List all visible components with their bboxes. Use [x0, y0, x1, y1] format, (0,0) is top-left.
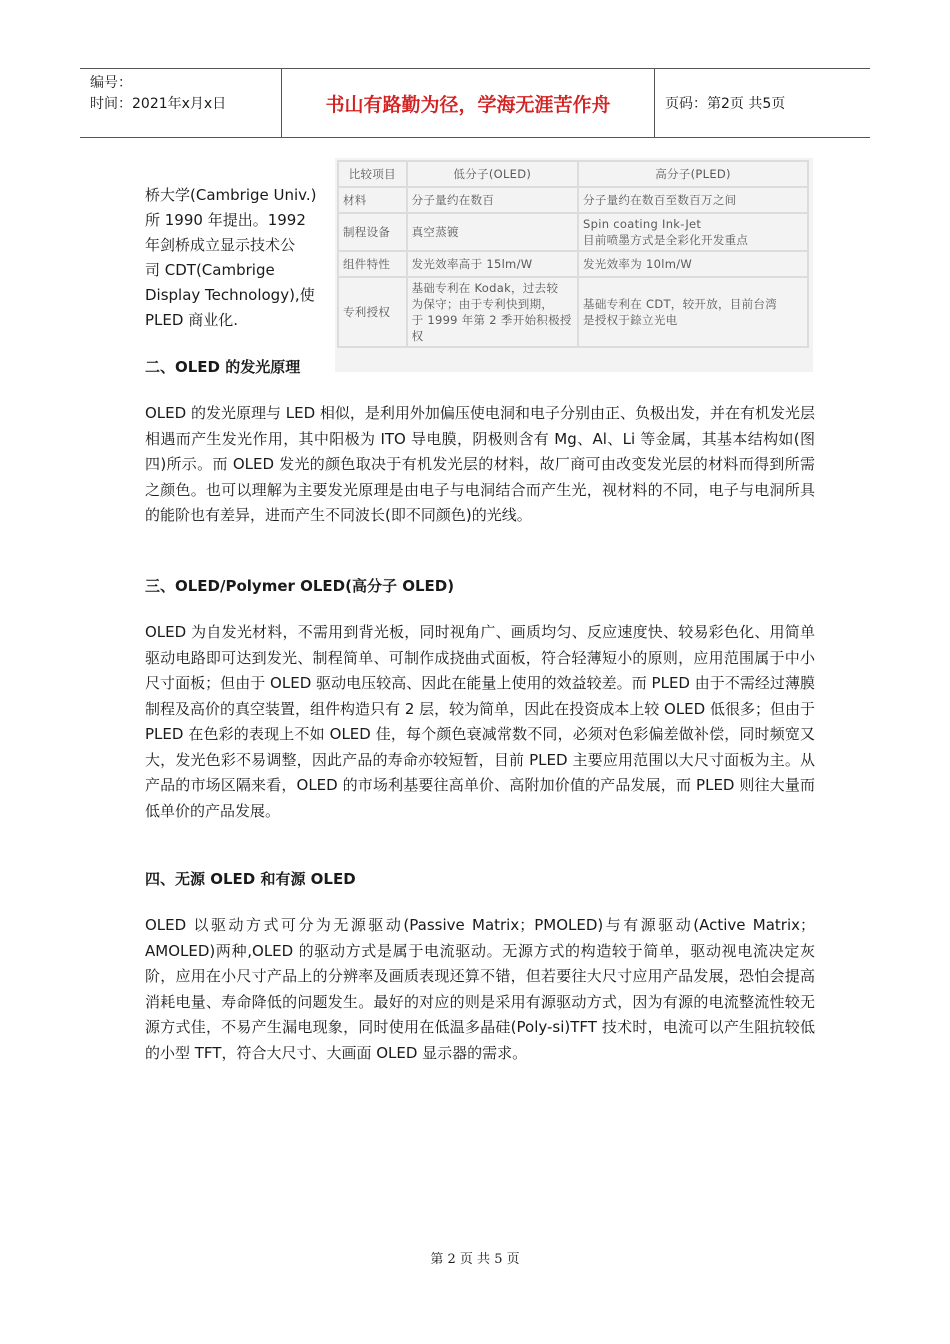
doc-time-label: 时间：2021年x月x日: [90, 96, 227, 112]
table-header-cell: 比较项目: [338, 161, 407, 187]
section-2-heading: 二、OLED 的发光原理: [145, 358, 301, 376]
pled-cell: 发光效率为 10lm/W: [578, 251, 808, 277]
section-4-body: OLED 以驱动方式可分为无源驱动(Passive Matrix；PMOLED)与有源驱动(Active Matrix；AMOLED)两种,OLED 的驱动方式是属于电流驱动。无源方式的构造较于简单，驱动视电流决定灰阶，应用在小尺寸产品上的分辨率及画质表现还算不错，但若要往大尺寸应用产品发展，恐怕会提高消耗电量、寿命降低的问题发生。最好的对应的则是采用有源驱动方式，因为有源的电流整流性较无源方式佳，不易产生漏电现象，同时使用在低温多晶硅(Poly-si)TFT 技术时，电流可以产生阻抗较低的小型 TFT，符合大尺寸、大画面 OLED 显示器的需求。: [145, 916, 815, 1062]
table-row: [338, 213, 808, 251]
intro-text: [145, 183, 335, 333]
table-row: [338, 187, 808, 213]
doc-number-label: 编号：: [90, 75, 132, 91]
table-header-cell: 低分子(OLED): [407, 161, 578, 187]
oled-cell: 发光效率高于 15lm/W: [407, 251, 578, 277]
cell-line: 是授权于錼立光电: [583, 313, 678, 327]
cell-line: 基础专利在 CDT，较开放，目前台湾: [583, 297, 777, 311]
intro-line: 年剑桥成立显示技术公: [145, 236, 296, 254]
header-page-info: 页码：第2页 共5页: [665, 96, 786, 112]
section-3-body: OLED 为自发光材料，不需用到背光板，同时视角广、画质均匀、反应速度快、较易彩色化、用简单驱动电路即可达到发光、制程简单、可制作成挠曲式面板，符合轻薄短小的原则，应用范围属于中小尺寸面板；但由于 OLED 驱动电压较高、因此在能量上使用的效益较差。而 PLED 由于不需经过薄膜制程及高价的真空装置，组件构造只有 2 层，较为简单，因此在投资成本上较 OLED 低很多；但由于 PLED 在色彩的表现上不如 OLED 佳，每个颜色衰减常数不同，必须对色彩偏差做补偿，同时频宽又大，发光色彩不易调整，因此产品的寿命亦较短暂，目前 PLED 主要应用范围以大尺寸面板为主。从产品的市场区隔来看，OLED 的市场利基要往高单价、高附加价值的产品发展，而 PLED 则往大量而低单价的产品发展。: [145, 623, 815, 820]
section-4-heading: 四、无源 OLED 和有源 OLED: [145, 870, 356, 888]
page-footer: 第 2 页 共 5 页: [430, 1252, 520, 1267]
section-2-body: OLED 的发光原理与 LED 相似，是利用外加偏压使电洞和电子分别由正、负极出发，并在有机发光层相遇而产生发光作用，其中阳极为 ITO 导电膜，阴极则含有 Mg、Al、Li 等金属，其基本结构如(图四)所示。而 OLED 发光的颜色取决于有机发光层的材料，故厂商可由改变发光层的材料而得到所需之颜色。也可以理解为主要发光原理是由电子与电洞结合而产生光，视材料的不同，电子与电洞所具的能阶也有差异，进而产生不同波长(即不同颜色)的光线。: [145, 404, 815, 524]
table-row: [338, 277, 808, 347]
pled-cell: 分子量约在数百至数百万之间: [578, 187, 808, 213]
header-motto: 书山有路勤为径，学海无涯苦作舟: [282, 69, 655, 137]
page-header: [80, 68, 870, 138]
pled-cell: [578, 277, 808, 347]
table-header-cell: 高分子(PLED): [578, 161, 808, 187]
cell-line: 于 1999 年第 2 季开始积极授: [411, 313, 572, 327]
cell-line: 为保守；由于专利快到期，: [411, 297, 554, 311]
row-label: 组件特性: [338, 251, 407, 277]
oled-cell: [407, 277, 578, 347]
cell-line: 权: [411, 329, 424, 343]
row-label: 制程设备: [338, 213, 407, 251]
cell-line: 基础专利在 Kodak，过去较: [411, 281, 559, 295]
intro-line: 司 CDT(Cambrige: [145, 261, 275, 279]
header-meta: [80, 69, 282, 137]
oled-cell: 分子量约在数百: [407, 187, 578, 213]
table-header-row: [338, 161, 808, 187]
intro-line: 桥大学(Cambrige Univ.): [145, 186, 317, 204]
intro-line: 所 1990 年提出。1992: [145, 211, 306, 229]
row-label: 专利授权: [338, 277, 407, 347]
section-3-heading: 三、OLED/Polymer OLED(高分子 OLED): [145, 577, 455, 595]
cell-line: 目前喷墨方式是全彩化开发重点: [583, 233, 749, 247]
table-row: [338, 251, 808, 277]
cell-line: Spin coating Ink-Jet: [583, 217, 702, 231]
pled-cell: [578, 213, 808, 251]
oled-cell: 真空蒸镀: [407, 213, 578, 251]
intro-line: Display Technology),使: [145, 286, 315, 304]
comparison-table: [337, 160, 809, 348]
row-label: 材料: [338, 187, 407, 213]
intro-line: PLED 商业化.: [145, 311, 238, 329]
